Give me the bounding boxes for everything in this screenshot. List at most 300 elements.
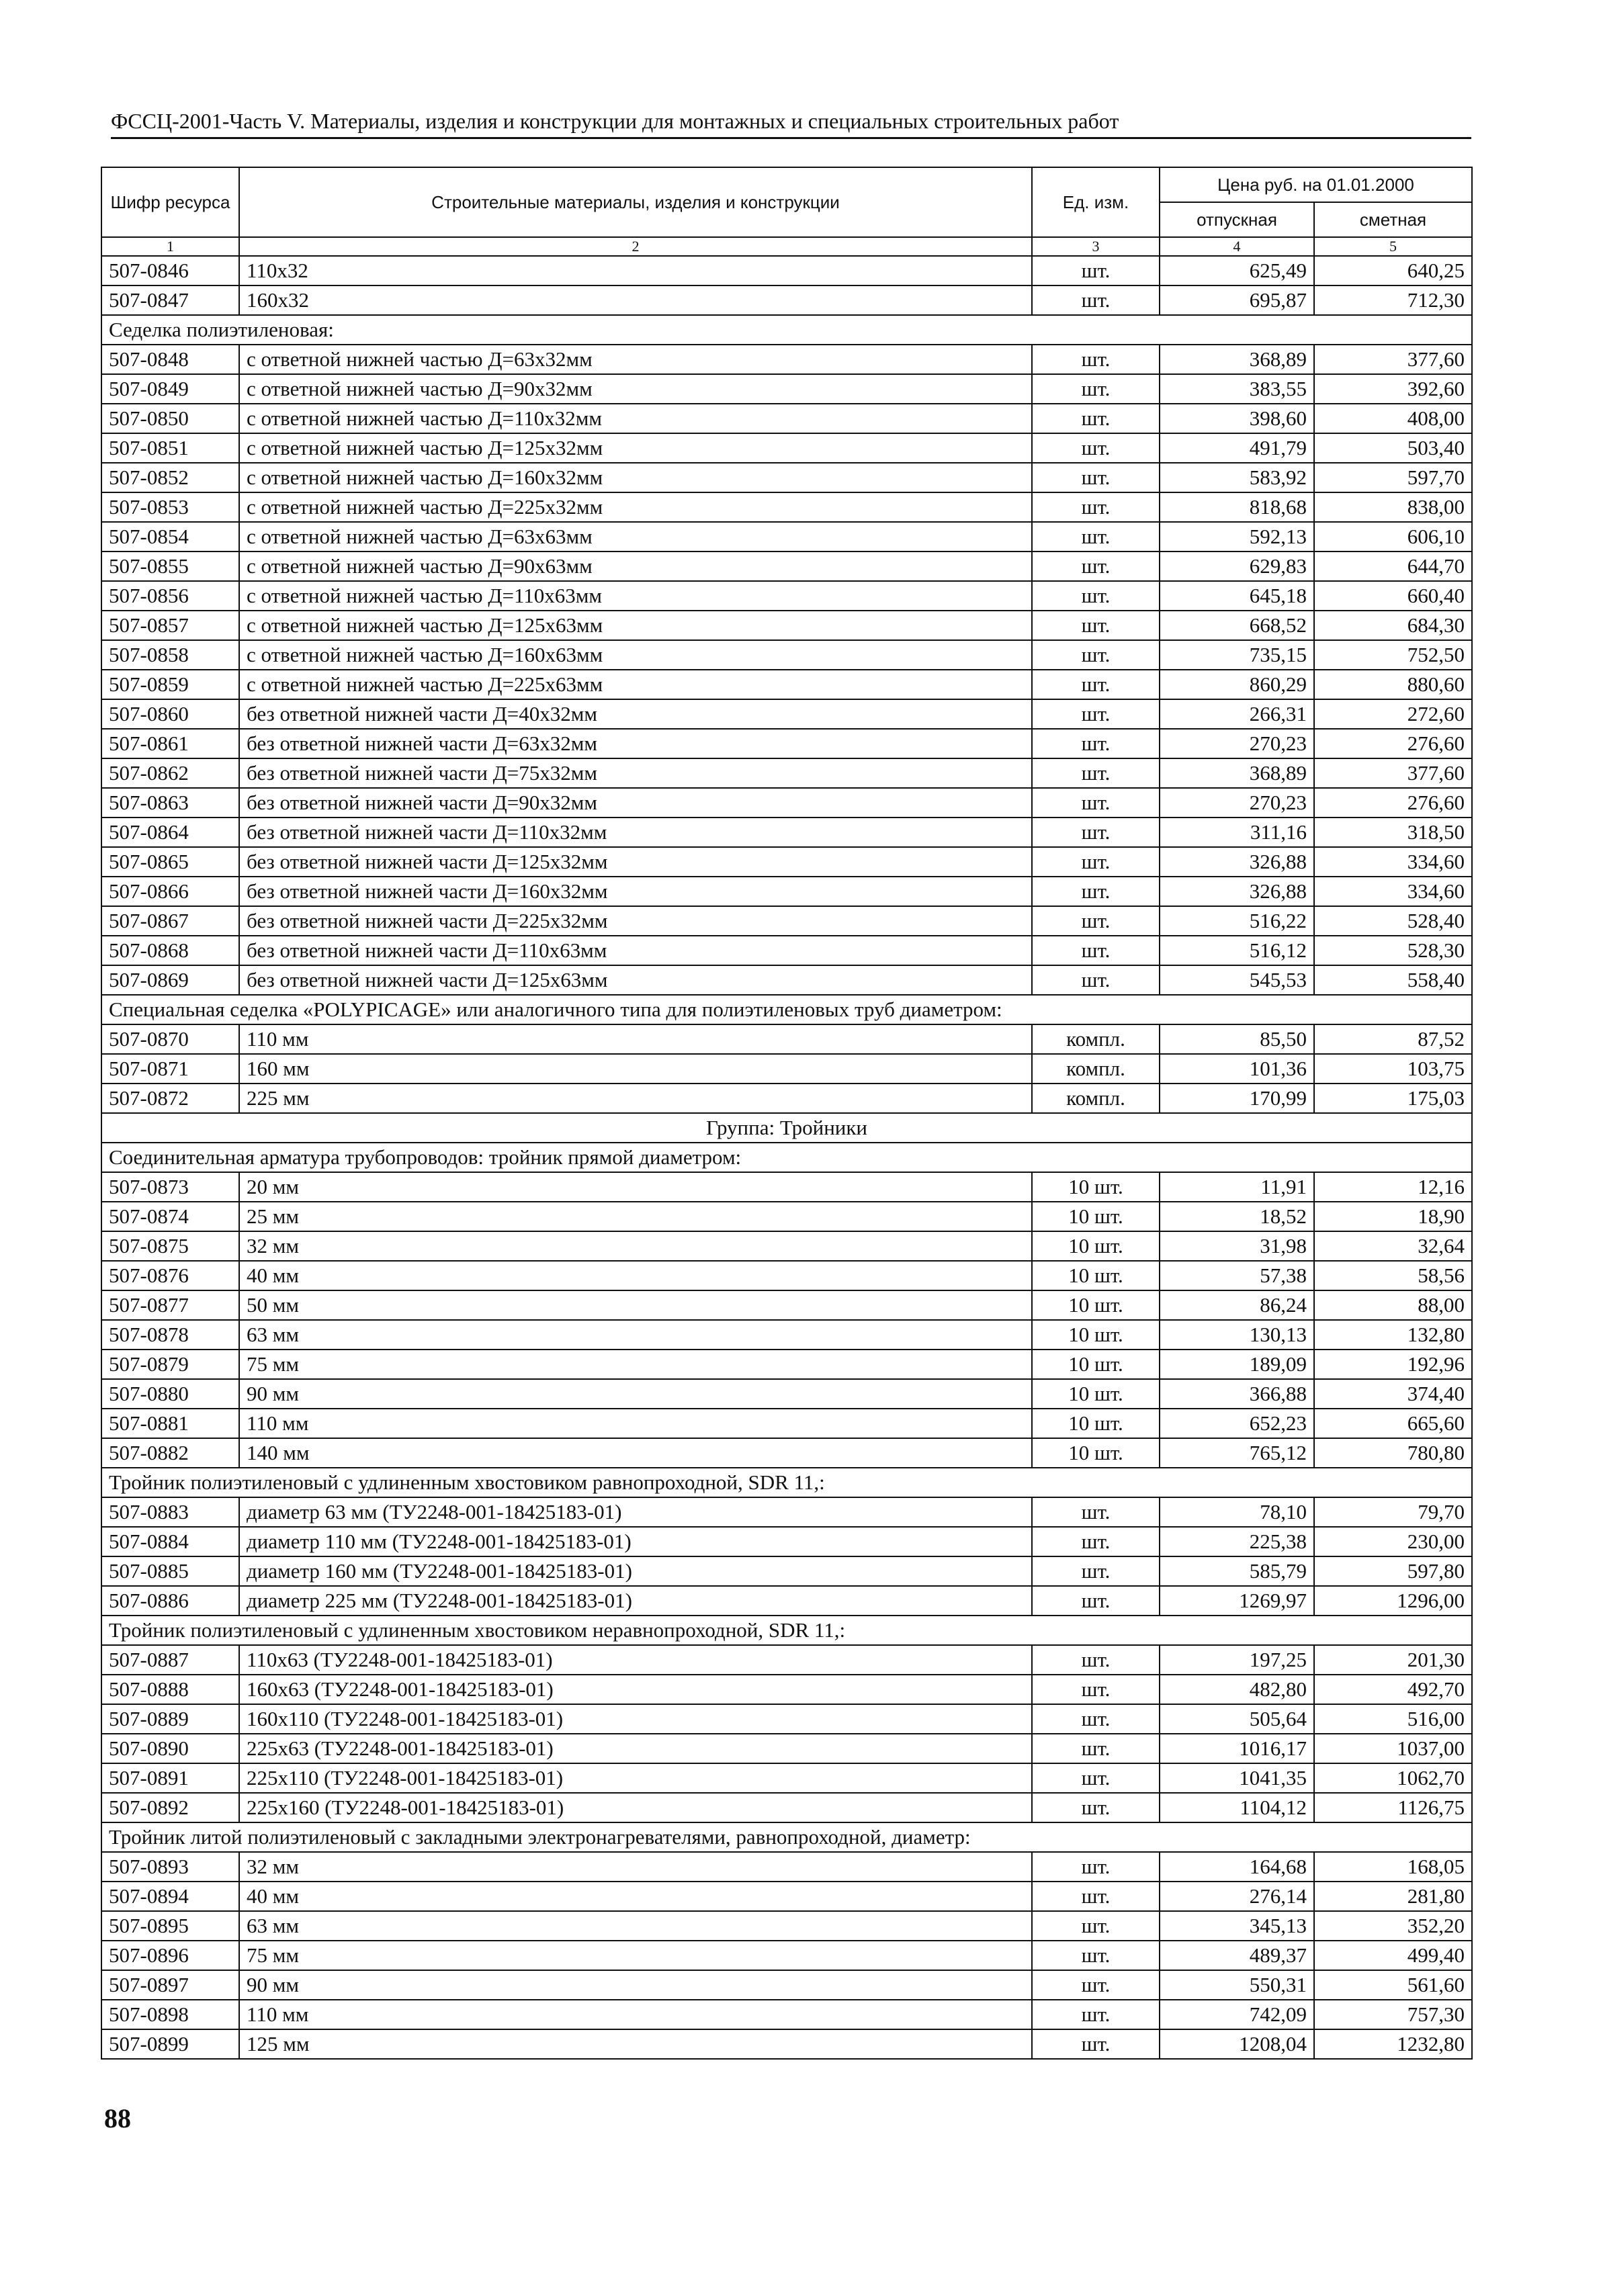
release-price-cell: 101,36 <box>1160 1054 1314 1084</box>
estimate-price-cell: 1062,70 <box>1314 1763 1472 1793</box>
unit-cell: шт. <box>1032 729 1160 758</box>
page-header-title: ФССЦ-2001-Часть V. Материалы, изделия и конструкции для монтажных и специальных строительных работ <box>111 107 1471 139</box>
estimate-price-cell: 272,60 <box>1314 699 1472 729</box>
resource-code-cell: 507-0897 <box>101 1970 239 2000</box>
release-price-cell: 585,79 <box>1160 1556 1314 1586</box>
estimate-price-cell: 87,52 <box>1314 1024 1472 1054</box>
table-row <box>101 345 1472 374</box>
unit-cell: 10 шт. <box>1032 1438 1160 1468</box>
item-name-cell: диаметр 110 мм (ТУ2248-001-18425183-01) <box>239 1527 1032 1556</box>
resource-code-cell: 507-0882 <box>101 1438 239 1468</box>
item-name-cell: с ответной нижней частью Д=160х63мм <box>239 640 1032 670</box>
table-row <box>101 1202 1472 1231</box>
estimate-price-cell: 201,30 <box>1314 1645 1472 1675</box>
column-header-unit: Ед. изм. <box>1032 167 1160 237</box>
estimate-price-cell: 392,60 <box>1314 374 1472 404</box>
unit-cell: шт. <box>1032 1734 1160 1763</box>
table-row <box>101 699 1472 729</box>
item-name-cell: без ответной нижней части Д=40х32мм <box>239 699 1032 729</box>
unit-cell: шт. <box>1032 345 1160 374</box>
table-row <box>101 2029 1472 2059</box>
price-table-body <box>101 256 1472 2059</box>
item-name-cell: 160 мм <box>239 1054 1032 1084</box>
release-price-cell: 345,13 <box>1160 1911 1314 1941</box>
estimate-price-cell: 230,00 <box>1314 1527 1472 1556</box>
release-price-cell: 491,79 <box>1160 433 1314 463</box>
resource-code-cell: 507-0886 <box>101 1586 239 1616</box>
release-price-cell: 86,24 <box>1160 1290 1314 1320</box>
item-name-cell: 32 мм <box>239 1852 1032 1882</box>
item-name-cell: диаметр 225 мм (ТУ2248-001-18425183-01) <box>239 1586 1032 1616</box>
resource-code-cell: 507-0847 <box>101 285 239 315</box>
column-header-code: Шифр ресурса <box>101 167 239 237</box>
unit-cell: шт. <box>1032 847 1160 877</box>
column-number: 5 <box>1314 237 1472 256</box>
release-price-cell: 189,09 <box>1160 1350 1314 1379</box>
item-name-cell: без ответной нижней части Д=110х63мм <box>239 936 1032 965</box>
release-price-cell: 170,99 <box>1160 1084 1314 1113</box>
table-row <box>101 1320 1472 1350</box>
resource-code-cell: 507-0852 <box>101 463 239 492</box>
resource-code-cell: 507-0874 <box>101 1202 239 1231</box>
resource-code-cell: 507-0885 <box>101 1556 239 1586</box>
item-name-cell: диаметр 160 мм (ТУ2248-001-18425183-01) <box>239 1556 1032 1586</box>
resource-code-cell: 507-0859 <box>101 670 239 699</box>
release-price-cell: 482,80 <box>1160 1675 1314 1704</box>
section-heading: Соединительная арматура трубопроводов: тройник прямой диаметром: <box>101 1143 1472 1172</box>
item-name-cell: 225х110 (ТУ2248-001-18425183-01) <box>239 1763 1032 1793</box>
item-name-cell: 125 мм <box>239 2029 1032 2059</box>
group-heading-row <box>101 1113 1472 1143</box>
estimate-price-cell: 334,60 <box>1314 877 1472 906</box>
table-row <box>101 1586 1472 1616</box>
table-row <box>101 1704 1472 1734</box>
estimate-price-cell: 377,60 <box>1314 345 1472 374</box>
item-name-cell: с ответной нижней частью Д=125х63мм <box>239 611 1032 640</box>
table-row <box>101 1645 1472 1675</box>
estimate-price-cell: 1037,00 <box>1314 1734 1472 1763</box>
section-heading-row <box>101 1468 1472 1497</box>
resource-code-cell: 507-0869 <box>101 965 239 995</box>
resource-code-cell: 507-0854 <box>101 522 239 551</box>
estimate-price-cell: 192,96 <box>1314 1350 1472 1379</box>
resource-code-cell: 507-0865 <box>101 847 239 877</box>
release-price-cell: 266,31 <box>1160 699 1314 729</box>
unit-cell: шт. <box>1032 1763 1160 1793</box>
item-name-cell: без ответной нижней части Д=160х32мм <box>239 877 1032 906</box>
unit-cell: шт. <box>1032 1970 1160 2000</box>
release-price-cell: 270,23 <box>1160 729 1314 758</box>
release-price-cell: 1208,04 <box>1160 2029 1314 2059</box>
section-heading: Тройник полиэтиленовый с удлиненным хвостовиком равнопроходной, SDR 11,: <box>101 1468 1472 1497</box>
estimate-price-cell: 377,60 <box>1314 758 1472 788</box>
item-name-cell: 63 мм <box>239 1911 1032 1941</box>
release-price-cell: 625,49 <box>1160 256 1314 285</box>
table-row <box>101 581 1472 611</box>
estimate-price-cell: 503,40 <box>1314 433 1472 463</box>
table-row <box>101 1675 1472 1704</box>
item-name-cell: с ответной нижней частью Д=160х32мм <box>239 463 1032 492</box>
release-price-cell: 735,15 <box>1160 640 1314 670</box>
unit-cell: компл. <box>1032 1054 1160 1084</box>
column-number: 1 <box>101 237 239 256</box>
resource-code-cell: 507-0862 <box>101 758 239 788</box>
unit-cell: 10 шт. <box>1032 1379 1160 1409</box>
table-row <box>101 1024 1472 1054</box>
unit-cell: шт. <box>1032 965 1160 995</box>
item-name-cell: 225х160 (ТУ2248-001-18425183-01) <box>239 1793 1032 1822</box>
table-row <box>101 1793 1472 1822</box>
unit-cell: 10 шт. <box>1032 1350 1160 1379</box>
release-price-cell: 1041,35 <box>1160 1763 1314 1793</box>
table-row <box>101 1527 1472 1556</box>
item-name-cell: 160х32 <box>239 285 1032 315</box>
table-row <box>101 1409 1472 1438</box>
unit-cell: шт. <box>1032 640 1160 670</box>
release-price-cell: 505,64 <box>1160 1704 1314 1734</box>
section-heading-row <box>101 995 1472 1024</box>
group-heading: Группа: Тройники <box>101 1113 1472 1143</box>
unit-cell: компл. <box>1032 1084 1160 1113</box>
estimate-price-cell: 640,25 <box>1314 256 1472 285</box>
item-name-cell: 110 мм <box>239 1409 1032 1438</box>
unit-cell: шт. <box>1032 788 1160 818</box>
table-row <box>101 374 1472 404</box>
item-name-cell: 110 мм <box>239 2000 1032 2029</box>
estimate-price-cell: 18,90 <box>1314 1202 1472 1231</box>
table-row <box>101 1852 1472 1882</box>
unit-cell: шт. <box>1032 2000 1160 2029</box>
resource-code-cell: 507-0899 <box>101 2029 239 2059</box>
unit-cell: шт. <box>1032 1704 1160 1734</box>
release-price-cell: 18,52 <box>1160 1202 1314 1231</box>
table-row <box>101 1054 1472 1084</box>
resource-code-cell: 507-0887 <box>101 1645 239 1675</box>
resource-code-cell: 507-0888 <box>101 1675 239 1704</box>
unit-cell: 10 шт. <box>1032 1409 1160 1438</box>
estimate-price-cell: 644,70 <box>1314 551 1472 581</box>
estimate-price-cell: 492,70 <box>1314 1675 1472 1704</box>
unit-cell: шт. <box>1032 463 1160 492</box>
estimate-price-cell: 597,70 <box>1314 463 1472 492</box>
table-row <box>101 965 1472 995</box>
resource-code-cell: 507-0863 <box>101 788 239 818</box>
resource-code-cell: 507-0857 <box>101 611 239 640</box>
unit-cell: шт. <box>1032 1882 1160 1911</box>
unit-cell: шт. <box>1032 433 1160 463</box>
table-row <box>101 1763 1472 1793</box>
unit-cell: шт. <box>1032 1497 1160 1527</box>
table-row <box>101 522 1472 551</box>
section-heading: Тройник литой полиэтиленовый с закладными электронагревателями, равнопроходной, диаметр: <box>101 1822 1472 1852</box>
item-name-cell: с ответной нижней частью Д=225х32мм <box>239 492 1032 522</box>
item-name-cell: 110 мм <box>239 1024 1032 1054</box>
release-price-cell: 276,14 <box>1160 1882 1314 1911</box>
resource-code-cell: 507-0866 <box>101 877 239 906</box>
table-row <box>101 729 1472 758</box>
resource-code-cell: 507-0848 <box>101 345 239 374</box>
table-row <box>101 285 1472 315</box>
unit-cell: шт. <box>1032 1941 1160 1970</box>
item-name-cell: 75 мм <box>239 1350 1032 1379</box>
estimate-price-cell: 597,80 <box>1314 1556 1472 1586</box>
estimate-price-cell: 528,40 <box>1314 906 1472 936</box>
estimate-price-cell: 168,05 <box>1314 1852 1472 1882</box>
resource-code-cell: 507-0875 <box>101 1231 239 1261</box>
unit-cell: 10 шт. <box>1032 1320 1160 1350</box>
release-price-cell: 668,52 <box>1160 611 1314 640</box>
estimate-price-cell: 757,30 <box>1314 2000 1472 2029</box>
release-price-cell: 742,09 <box>1160 2000 1314 2029</box>
unit-cell: шт. <box>1032 404 1160 433</box>
table-row <box>101 1734 1472 1763</box>
item-name-cell: 90 мм <box>239 1379 1032 1409</box>
release-price-cell: 383,55 <box>1160 374 1314 404</box>
unit-cell: 10 шт. <box>1032 1231 1160 1261</box>
unit-cell: шт. <box>1032 1852 1160 1882</box>
item-name-cell: без ответной нижней части Д=75х32мм <box>239 758 1032 788</box>
estimate-price-cell: 606,10 <box>1314 522 1472 551</box>
release-price-cell: 860,29 <box>1160 670 1314 699</box>
estimate-price-cell: 561,60 <box>1314 1970 1472 2000</box>
release-price-cell: 592,13 <box>1160 522 1314 551</box>
release-price-cell: 130,13 <box>1160 1320 1314 1350</box>
estimate-price-cell: 499,40 <box>1314 1941 1472 1970</box>
table-row <box>101 1970 1472 2000</box>
table-row <box>101 1882 1472 1911</box>
table-row <box>101 1497 1472 1527</box>
table-row <box>101 433 1472 463</box>
item-name-cell: 90 мм <box>239 1970 1032 2000</box>
unit-cell: шт. <box>1032 1586 1160 1616</box>
table-row <box>101 906 1472 936</box>
resource-code-cell: 507-0894 <box>101 1882 239 1911</box>
resource-code-cell: 507-0853 <box>101 492 239 522</box>
release-price-cell: 31,98 <box>1160 1231 1314 1261</box>
estimate-price-cell: 1232,80 <box>1314 2029 1472 2059</box>
table-row <box>101 818 1472 847</box>
unit-cell: шт. <box>1032 818 1160 847</box>
unit-cell: шт. <box>1032 1556 1160 1586</box>
column-header-name: Строительные материалы, изделия и конструкции <box>239 167 1032 237</box>
release-price-cell: 326,88 <box>1160 847 1314 877</box>
table-row <box>101 1911 1472 1941</box>
table-row <box>101 1172 1472 1202</box>
table-row <box>101 1084 1472 1113</box>
item-name-cell: 140 мм <box>239 1438 1032 1468</box>
release-price-cell: 516,12 <box>1160 936 1314 965</box>
unit-cell: шт. <box>1032 2029 1160 2059</box>
estimate-price-cell: 276,60 <box>1314 788 1472 818</box>
unit-cell: шт. <box>1032 611 1160 640</box>
item-name-cell: 160х63 (ТУ2248-001-18425183-01) <box>239 1675 1032 1704</box>
resource-code-cell: 507-0861 <box>101 729 239 758</box>
release-price-cell: 583,92 <box>1160 463 1314 492</box>
item-name-cell: с ответной нижней частью Д=110х32мм <box>239 404 1032 433</box>
table-row <box>101 1290 1472 1320</box>
resource-code-cell: 507-0864 <box>101 818 239 847</box>
release-price-cell: 11,91 <box>1160 1172 1314 1202</box>
price-table <box>101 167 1473 2060</box>
estimate-price-cell: 838,00 <box>1314 492 1472 522</box>
item-name-cell: 63 мм <box>239 1320 1032 1350</box>
release-price-cell: 398,60 <box>1160 404 1314 433</box>
estimate-price-cell: 88,00 <box>1314 1290 1472 1320</box>
unit-cell: шт. <box>1032 522 1160 551</box>
item-name-cell: 110х63 (ТУ2248-001-18425183-01) <box>239 1645 1032 1675</box>
release-price-cell: 1104,12 <box>1160 1793 1314 1822</box>
estimate-price-cell: 79,70 <box>1314 1497 1472 1527</box>
table-row <box>101 611 1472 640</box>
section-heading-row <box>101 1616 1472 1645</box>
estimate-price-cell: 684,30 <box>1314 611 1472 640</box>
table-row <box>101 404 1472 433</box>
item-name-cell: 75 мм <box>239 1941 1032 1970</box>
unit-cell: 10 шт. <box>1032 1172 1160 1202</box>
estimate-price-cell: 880,60 <box>1314 670 1472 699</box>
resource-code-cell: 507-0890 <box>101 1734 239 1763</box>
table-row <box>101 492 1472 522</box>
unit-cell: шт. <box>1032 285 1160 315</box>
estimate-price-cell: 528,30 <box>1314 936 1472 965</box>
item-name-cell: с ответной нижней частью Д=125х32мм <box>239 433 1032 463</box>
column-header-release: отпускная <box>1160 202 1314 237</box>
release-price-cell: 629,83 <box>1160 551 1314 581</box>
release-price-cell: 326,88 <box>1160 877 1314 906</box>
unit-cell: шт. <box>1032 1911 1160 1941</box>
release-price-cell: 652,23 <box>1160 1409 1314 1438</box>
estimate-price-cell: 334,60 <box>1314 847 1472 877</box>
estimate-price-cell: 1296,00 <box>1314 1586 1472 1616</box>
estimate-price-cell: 408,00 <box>1314 404 1472 433</box>
item-name-cell: 160х110 (ТУ2248-001-18425183-01) <box>239 1704 1032 1734</box>
unit-cell: шт. <box>1032 670 1160 699</box>
release-price-cell: 550,31 <box>1160 1970 1314 2000</box>
item-name-cell: диаметр 63 мм (ТУ2248-001-18425183-01) <box>239 1497 1032 1527</box>
estimate-price-cell: 281,80 <box>1314 1882 1472 1911</box>
estimate-price-cell: 318,50 <box>1314 818 1472 847</box>
resource-code-cell: 507-0871 <box>101 1054 239 1084</box>
item-name-cell: 225х63 (ТУ2248-001-18425183-01) <box>239 1734 1032 1763</box>
release-price-cell: 366,88 <box>1160 1379 1314 1409</box>
table-row <box>101 463 1472 492</box>
section-heading-row <box>101 315 1472 345</box>
release-price-cell: 695,87 <box>1160 285 1314 315</box>
item-name-cell: с ответной нижней частью Д=63х63мм <box>239 522 1032 551</box>
resource-code-cell: 507-0856 <box>101 581 239 611</box>
resource-code-cell: 507-0896 <box>101 1941 239 1970</box>
resource-code-cell: 507-0898 <box>101 2000 239 2029</box>
item-name-cell: 20 мм <box>239 1172 1032 1202</box>
table-row <box>101 256 1472 285</box>
item-name-cell: 40 мм <box>239 1261 1032 1290</box>
release-price-cell: 645,18 <box>1160 581 1314 611</box>
resource-code-cell: 507-0851 <box>101 433 239 463</box>
release-price-cell: 489,37 <box>1160 1941 1314 1970</box>
item-name-cell: без ответной нижней части Д=110х32мм <box>239 818 1032 847</box>
unit-cell: компл. <box>1032 1024 1160 1054</box>
estimate-price-cell: 58,56 <box>1314 1261 1472 1290</box>
estimate-price-cell: 1126,75 <box>1314 1793 1472 1822</box>
section-heading: Седелка полиэтиленовая: <box>101 315 1472 345</box>
column-number: 2 <box>239 237 1032 256</box>
unit-cell: шт. <box>1032 699 1160 729</box>
unit-cell: 10 шт. <box>1032 1202 1160 1231</box>
column-number: 3 <box>1032 237 1160 256</box>
column-header-price: Цена руб. на 01.01.2000 <box>1160 167 1472 202</box>
section-heading-row <box>101 1822 1472 1852</box>
item-name-cell: с ответной нижней частью Д=225х63мм <box>239 670 1032 699</box>
release-price-cell: 818,68 <box>1160 492 1314 522</box>
table-row <box>101 1350 1472 1379</box>
estimate-price-cell: 175,03 <box>1314 1084 1472 1113</box>
unit-cell: шт. <box>1032 1645 1160 1675</box>
item-name-cell: без ответной нижней части Д=63х32мм <box>239 729 1032 758</box>
section-heading: Тройник полиэтиленовый с удлиненным хвостовиком неравнопроходной, SDR 11,: <box>101 1616 1472 1645</box>
estimate-price-cell: 558,40 <box>1314 965 1472 995</box>
table-row <box>101 1261 1472 1290</box>
release-price-cell: 85,50 <box>1160 1024 1314 1054</box>
unit-cell: 10 шт. <box>1032 1261 1160 1290</box>
release-price-cell: 311,16 <box>1160 818 1314 847</box>
item-name-cell: с ответной нижней частью Д=63х32мм <box>239 345 1032 374</box>
resource-code-cell: 507-0873 <box>101 1172 239 1202</box>
estimate-price-cell: 665,60 <box>1314 1409 1472 1438</box>
item-name-cell: без ответной нижней части Д=125х63мм <box>239 965 1032 995</box>
table-row <box>101 2000 1472 2029</box>
table-row <box>101 1941 1472 1970</box>
release-price-cell: 164,68 <box>1160 1852 1314 1882</box>
release-price-cell: 516,22 <box>1160 906 1314 936</box>
section-heading-row <box>101 1143 1472 1172</box>
resource-code-cell: 507-0895 <box>101 1911 239 1941</box>
resource-code-cell: 507-0877 <box>101 1290 239 1320</box>
item-name-cell: 225 мм <box>239 1084 1032 1113</box>
unit-cell: шт. <box>1032 1675 1160 1704</box>
table-row <box>101 847 1472 877</box>
estimate-price-cell: 752,50 <box>1314 640 1472 670</box>
resource-code-cell: 507-0881 <box>101 1409 239 1438</box>
column-number: 4 <box>1160 237 1314 256</box>
release-price-cell: 1269,97 <box>1160 1586 1314 1616</box>
resource-code-cell: 507-0870 <box>101 1024 239 1054</box>
unit-cell: шт. <box>1032 758 1160 788</box>
table-row <box>101 1231 1472 1261</box>
table-row <box>101 551 1472 581</box>
page-number: 88 <box>104 2103 131 2133</box>
estimate-price-cell: 780,80 <box>1314 1438 1472 1468</box>
resource-code-cell: 507-0889 <box>101 1704 239 1734</box>
unit-cell: шт. <box>1032 256 1160 285</box>
estimate-price-cell: 516,00 <box>1314 1704 1472 1734</box>
table-row <box>101 670 1472 699</box>
item-name-cell: без ответной нижней части Д=90х32мм <box>239 788 1032 818</box>
release-price-cell: 78,10 <box>1160 1497 1314 1527</box>
unit-cell: шт. <box>1032 1527 1160 1556</box>
resource-code-cell: 507-0892 <box>101 1793 239 1822</box>
unit-cell: шт. <box>1032 551 1160 581</box>
release-price-cell: 1016,17 <box>1160 1734 1314 1763</box>
item-name-cell: с ответной нижней частью Д=110х63мм <box>239 581 1032 611</box>
resource-code-cell: 507-0846 <box>101 256 239 285</box>
release-price-cell: 368,89 <box>1160 758 1314 788</box>
resource-code-cell: 507-0879 <box>101 1350 239 1379</box>
release-price-cell: 57,38 <box>1160 1261 1314 1290</box>
item-name-cell: без ответной нижней части Д=125х32мм <box>239 847 1032 877</box>
table-row <box>101 877 1472 906</box>
item-name-cell: без ответной нижней части Д=225х32мм <box>239 906 1032 936</box>
item-name-cell: 25 мм <box>239 1202 1032 1231</box>
